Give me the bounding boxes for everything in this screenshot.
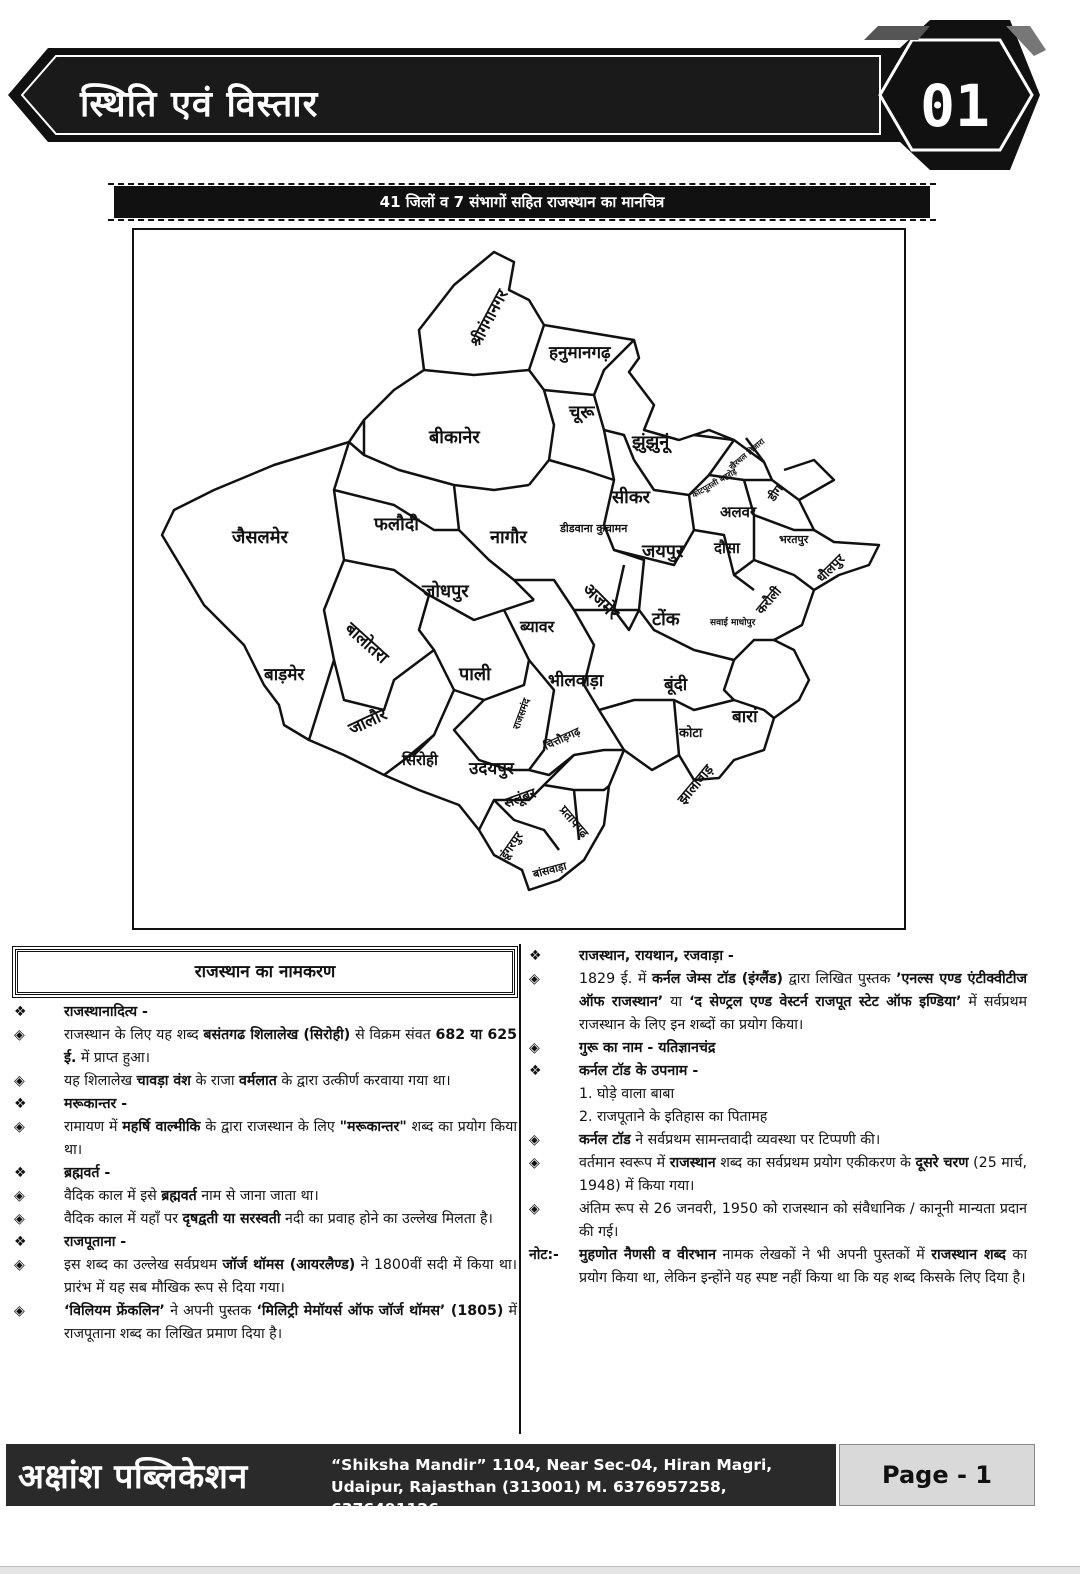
publisher-brand: अक्षांश पब्लिकेशन — [18, 1457, 248, 1497]
list-item — [12, 1070, 517, 1093]
list-item-text: वैदिक काल में इसे ब्रह्मवर्त नाम से जाना जाता था। — [64, 1188, 319, 1204]
district-label: जैसलमेर — [232, 527, 288, 548]
district-label: बूंदी — [664, 675, 688, 695]
district-label: जालौर — [345, 704, 391, 740]
district-label: सलूंबर — [501, 785, 539, 812]
list-item-text: राजपूताना - — [64, 1234, 127, 1250]
note-item — [527, 1244, 1027, 1290]
district-label: दौसा — [714, 539, 740, 557]
district-label: बाड़मेर — [264, 665, 305, 685]
list-item — [527, 1083, 1027, 1106]
list-item — [527, 968, 1027, 1037]
district-label: झुंझुनूं — [632, 432, 670, 453]
district-label: कोटा — [679, 726, 703, 741]
list-item-text: राजस्थान के लिए यह शब्द बसंतगढ शिलालेख (सिरोही) से विक्रम संवत 682 या 625 ई. में प्राप्त हुआ। — [64, 1027, 517, 1066]
chapter-number: 01 — [920, 72, 990, 140]
district-label: फलौदी — [374, 514, 419, 535]
list-item — [527, 1106, 1027, 1129]
topic-heading — [12, 1093, 517, 1116]
diamond-bullet-icon: ❖ — [529, 1063, 542, 1079]
list-item-text: इस शब्द का उल्लेख सर्वप्रथम जॉर्ज थॉमस (आयरलैण्ड) ने 1800वीं सदी में किया था। प्रारंभ में यह सब मौखिक रूप से दिया गया। — [64, 1257, 517, 1296]
district-labels — [231, 285, 849, 881]
list-item-text: अंतिम रूप से 26 जनवरी, 1950 को राजस्थान को संवैधानिक / कानूनी मान्यता प्रदान की गई। — [579, 1201, 1027, 1240]
right-column — [527, 945, 1027, 1435]
district-label: डूंगरपुर — [496, 829, 526, 862]
district-label: प्रतापगढ़ — [556, 802, 592, 841]
list-item-text: मुहणोत नैणसी व वीरभान नामक लेखकों ने भी अपनी पुस्तकों में राजस्थान शब्द का प्रयोग किया था, लेकिन इन्होंने यह स्पष्ट नहीं किया था कि यह शब्द किसके लिए दिया है। — [579, 1247, 1027, 1286]
list-item-text: राजस्थान, रायथान, रजवाड़ा - — [579, 948, 734, 964]
topic-heading — [12, 1001, 517, 1024]
list-item-text: 1. घोड़े वाला बाबा — [579, 1086, 675, 1102]
page-footer — [6, 1444, 1030, 1518]
bullet-icon: ◈ — [14, 1188, 25, 1204]
district-label: उदयपुर — [469, 759, 514, 779]
district-label: नागौर — [490, 527, 527, 548]
district-label: राजसमंद — [511, 697, 533, 732]
list-item-text: कर्नल टॉड के उपनाम - — [579, 1063, 699, 1079]
bullet-icon: ◈ — [529, 1040, 540, 1056]
bullet-icon: ◈ — [14, 1073, 25, 1089]
district-label: करौली — [753, 584, 785, 618]
bullet-icon: ◈ — [529, 1201, 540, 1217]
district-label: ब्यावर — [520, 617, 555, 636]
district-label: धौलपुर — [814, 551, 849, 586]
chapter-title: स्थिति एवं विस्तार — [80, 84, 319, 125]
list-item — [12, 1185, 517, 1208]
bottom-edge — [0, 1566, 1080, 1574]
district-label: बीकानेर — [429, 427, 480, 448]
bullet-icon: ◈ — [529, 971, 540, 987]
diamond-bullet-icon: ❖ — [14, 1165, 27, 1181]
page-number: Page - 1 — [839, 1444, 1035, 1506]
district-label: डीडवाना कुचामन — [560, 522, 628, 535]
list-item-text: ‘विलियम फ्रेंकलिन’ ने अपनी पुस्तक ‘मिलिट्री मेमॉयर्स ऑफ जॉर्ज थॉमस’ (1805) में राजपूताना शब्द का लिखित प्रमाण दिया है। — [64, 1303, 517, 1342]
topic-heading — [527, 1060, 1027, 1083]
list-item — [12, 1116, 517, 1162]
list-item — [527, 1129, 1027, 1152]
chapter-banner — [0, 20, 1080, 180]
district-label: कोटपूतली बहरोड़ — [690, 466, 739, 500]
district-label: जोधपुर — [422, 581, 469, 602]
list-item — [12, 1208, 517, 1231]
district-label: टोंक — [652, 609, 680, 630]
district-label: बालोतरा — [340, 618, 393, 668]
address-line-1: “Shiksha Mandir” 1104, Near Sec-04, Hiran Magri, — [331, 1456, 773, 1474]
list-item-text: ब्रह्मवर्त - — [64, 1165, 111, 1181]
district-label: खैरथल तिजारा — [727, 436, 767, 472]
district-label: झालावाड़ — [674, 761, 717, 808]
left-bullet-list — [12, 1001, 517, 1346]
district-label: डीग — [764, 482, 786, 504]
bullet-icon: ◈ — [14, 1119, 25, 1135]
list-item-text: राजस्थानादित्य - — [64, 1004, 148, 1020]
district-label: जयपुर — [642, 541, 684, 562]
bullet-icon: ◈ — [14, 1027, 25, 1043]
bullet-icon: ◈ — [14, 1257, 25, 1273]
bullet-icon: नोट:- — [529, 1247, 559, 1263]
district-label: चित्तौड़गढ़ — [541, 724, 583, 753]
publisher-address — [331, 1454, 836, 1520]
topic-heading — [527, 945, 1027, 968]
district-label: श्रीगंगानगर — [465, 286, 512, 350]
bullet-icon: ◈ — [14, 1211, 25, 1227]
district-label: सवाई माधोपुर — [710, 618, 756, 628]
district-label: हनुमानगढ़ — [549, 343, 611, 363]
right-bullet-list — [527, 945, 1027, 1290]
topic-heading — [12, 1162, 517, 1185]
diamond-bullet-icon: ❖ — [14, 1004, 27, 1020]
list-item — [12, 1254, 517, 1300]
district-label: भरतपुर — [779, 533, 809, 546]
list-item-text: वैदिक काल में यहाँ पर दृषद्वती या सरस्वती नदी का प्रवाह होने का उल्लेख मिलता है। — [64, 1211, 493, 1227]
district-label: बांसवाड़ा — [531, 859, 568, 881]
district-label: अजमेर — [578, 579, 623, 624]
list-item — [527, 1037, 1027, 1060]
district-label: भीलवाड़ा — [548, 671, 604, 691]
map-caption: 41 जिलों व 7 संभागों सहित राजस्थान का मानचित्र — [114, 186, 930, 218]
district-label: पाली — [459, 664, 491, 685]
diamond-bullet-icon: ❖ — [14, 1234, 27, 1250]
list-item-text: मरूकान्तर - — [64, 1096, 128, 1112]
list-item — [527, 1152, 1027, 1198]
list-item-text: रामायण में महर्षि वाल्मीकि के द्वारा राजस्थान के लिए "मरूकान्तर" शब्द का प्रयोग किया था। — [64, 1119, 518, 1158]
left-column — [12, 945, 517, 1435]
list-item-text: गुरू का नाम - यतिज्ञानचंद्र — [579, 1040, 716, 1056]
district-label: बारां — [732, 707, 758, 727]
diamond-bullet-icon: ❖ — [529, 948, 542, 964]
diamond-bullet-icon: ❖ — [14, 1096, 27, 1112]
section-title-box: राजस्थान का नामकरण — [15, 949, 515, 995]
rajasthan-map-frame — [132, 228, 906, 930]
bullet-icon: ◈ — [529, 1155, 540, 1171]
list-item-text: यह शिलालेख चावड़ा वंश के राजा वर्मलात के द्वारा उत्कीर्ण करवाया गया था। — [64, 1073, 451, 1089]
list-item — [12, 1300, 517, 1346]
list-item-text: 1829 ई. में कर्नल जेम्स टॉड (इंग्लैंड) द्वारा लिखित पुस्तक ’एनल्स एण्ड एंटीक्वीटीज ऑफ राजस्थान’ या ‘द सेण्ट्रल एण्ड वेस्टर्न राजपूत स्टेट ऑफ इण्डिया’ में सर्वप्रथम राजस्थान के लिए इन शब्दों का प्रयोग किया। — [579, 971, 1027, 1033]
bullet-icon: ◈ — [529, 1132, 540, 1148]
list-item — [527, 1198, 1027, 1244]
rajasthan-district-map — [134, 230, 904, 928]
district-label: अलवर — [720, 503, 757, 521]
list-item — [12, 1024, 517, 1070]
district-label: सीकर — [612, 487, 651, 508]
bullet-icon: ◈ — [14, 1303, 25, 1319]
column-divider — [519, 944, 521, 1434]
district-label: सिरोही — [402, 751, 438, 769]
address-line-2: Udaipur, Rajasthan (313001) M. 6376957258, 6376491126 — [331, 1478, 727, 1518]
district-label: चूरू — [569, 402, 595, 423]
list-item-text: 2. राजपूताने के इतिहास का पितामह — [579, 1109, 768, 1125]
topic-heading — [12, 1231, 517, 1254]
list-item-text: वर्तमान स्वरूप में राजस्थान शब्द का सर्वप्रथम प्रयोग एकीकरण के दूसरे चरण (25 मार्च, 1948) में किया गया। — [579, 1155, 1027, 1194]
list-item-text: कर्नल टॉड ने सर्वप्रथम सामन्तवादी व्यवस्था पर टिप्पणी की। — [579, 1132, 881, 1148]
